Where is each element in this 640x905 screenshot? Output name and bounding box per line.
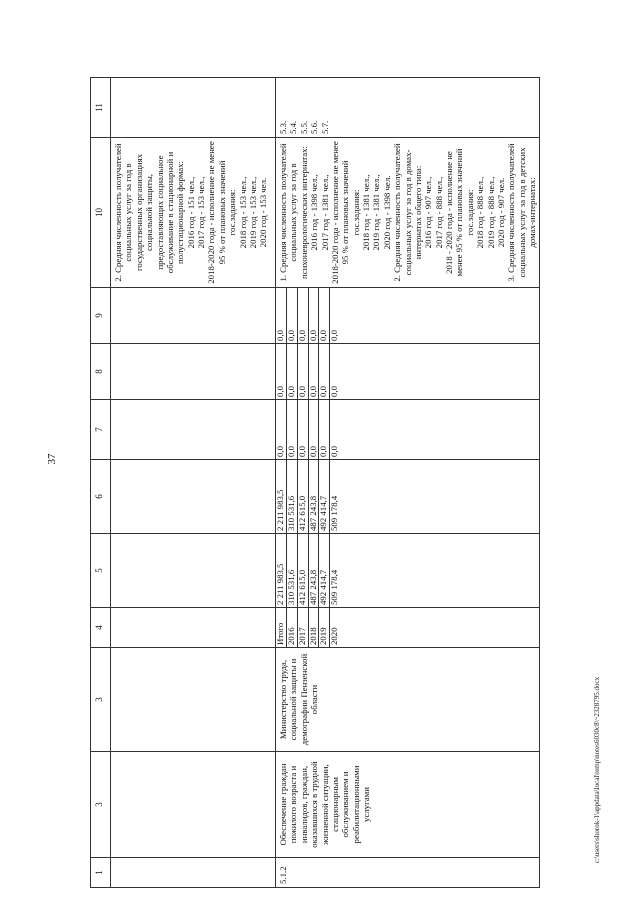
col5-value: 492 414,7 xyxy=(319,534,330,607)
header-cell-2: 3 xyxy=(91,752,111,858)
year-row xyxy=(297,608,308,647)
col6-cell xyxy=(276,460,540,534)
col6-row xyxy=(297,460,308,533)
year-value: 2019 xyxy=(319,608,330,647)
col8-value: 0,0 xyxy=(329,386,340,397)
col9-values xyxy=(276,288,340,343)
header-cell-7: 7 xyxy=(91,400,111,460)
col8-row xyxy=(319,344,330,399)
year-value: 2018 xyxy=(308,608,319,647)
col6-row xyxy=(308,460,319,533)
col6-value: 492 414,7 xyxy=(319,460,330,533)
col6-row xyxy=(330,460,340,533)
col9-value: 0,0 xyxy=(329,330,340,341)
col8-value: 0,0 xyxy=(286,344,297,399)
table-row xyxy=(276,78,540,888)
col9-value: 0,0 xyxy=(286,288,297,343)
col5-row xyxy=(297,534,308,607)
col7-row xyxy=(330,400,340,459)
year-row xyxy=(330,608,340,647)
col6-row xyxy=(319,460,330,533)
col7-row xyxy=(319,400,330,459)
col7-row xyxy=(297,400,308,459)
program-table xyxy=(90,77,540,888)
link-item: 5.3. xyxy=(278,120,288,134)
column-number-row xyxy=(91,78,111,888)
col9-cell xyxy=(276,288,540,344)
link-item: 5.6. xyxy=(309,120,320,134)
col9-row xyxy=(276,288,286,343)
links-list xyxy=(278,81,330,134)
years-list xyxy=(276,608,340,647)
continuation-row xyxy=(111,78,276,888)
col8-row xyxy=(276,344,286,399)
col6-value: 509 178,4 xyxy=(329,495,340,531)
header-cell-1: 1 xyxy=(91,858,111,888)
col5-value: 509 178,4 xyxy=(329,569,340,605)
indicators-text: 1. Средняя численность получателей социальных услуг за год в психоневрологических интернатах: 2016 год - 1398 чел., 2017 год - 1381 чел., 2018-2020 года - исполнение не менее 95 % от плановых значений гос.задания: 2018 год - 1381 чел., 2019 год - 1381 чел., 2020 год - 1398 чел. 2. Средняя численность получателей социальных услуг за год в домах-интернатах общего типа: 2016 год - 907 чел., 2017 год - 888 чел., 2018 - 2020 года - исполнение не менее 95 % от плановых значений гос.задания: 2018 год - 888 чел., 2019 год - 888 чел., 2020 год - 907 чел. 3. Средняя численность получателей социальных услуг за год в детских домах-интернатах: xyxy=(276,138,540,288)
col7-row xyxy=(286,400,297,459)
year-row xyxy=(319,608,330,647)
col9-row xyxy=(308,288,319,343)
col8-row xyxy=(286,344,297,399)
col7-value: 0,0 xyxy=(308,400,319,459)
col5-value: 487 243,8 xyxy=(308,534,319,607)
header-cell-8: 8 xyxy=(91,344,111,400)
col5-row xyxy=(286,534,297,607)
col7-row xyxy=(308,400,319,459)
col9-row xyxy=(297,288,308,343)
year-row xyxy=(286,608,297,647)
col8-value: 0,0 xyxy=(297,344,308,399)
col9-value: 0,0 xyxy=(308,288,319,343)
col9-value: 0,0 xyxy=(276,288,286,343)
col7-value: 0,0 xyxy=(319,400,330,459)
header-cell-9: 9 xyxy=(91,288,111,344)
col5-value: 2 211 983,5 xyxy=(276,534,286,607)
link-item: 5.4. xyxy=(288,120,299,134)
executor-name: Министерство труда, социальной защиты и демографии Пензенской области xyxy=(276,648,540,752)
col6-value: 310 531,6 xyxy=(286,460,297,533)
col6-value: 2 211 983,5 xyxy=(276,460,286,533)
col7-values xyxy=(276,400,340,459)
header-cell-11: 11 xyxy=(91,78,111,138)
col6-value: 412 615,0 xyxy=(297,460,308,533)
activity-name: Обеспечение граждан пожилого возраста и инвалидов, граждан, оказавшихся в трудной жизненной ситуации, стационарным обслуживанием и реабилитационными услугами xyxy=(276,752,540,858)
header-cell-3: 3 xyxy=(91,648,111,752)
col7-cell xyxy=(276,400,540,460)
col9-value: 0,0 xyxy=(297,288,308,343)
year-value: Итого xyxy=(276,608,286,647)
year-value: 2020 xyxy=(329,627,340,645)
col7-value: 0,0 xyxy=(286,400,297,459)
col8-value: 0,0 xyxy=(319,344,330,399)
col8-values xyxy=(276,344,340,399)
col9-row xyxy=(330,288,340,343)
col8-cell xyxy=(276,344,540,400)
col6-row xyxy=(286,460,297,533)
page-number: 37 xyxy=(46,453,58,465)
col8-value: 0,0 xyxy=(276,344,286,399)
col5-value: 310 531,6 xyxy=(286,534,297,607)
col5-row xyxy=(319,534,330,607)
years-cell xyxy=(276,608,540,648)
year-row xyxy=(276,608,286,647)
col6-value: 487 243,8 xyxy=(308,460,319,533)
col9-value: 0,0 xyxy=(319,288,330,343)
col5-row xyxy=(308,534,319,607)
col5-cell xyxy=(276,534,540,608)
col8-row xyxy=(297,344,308,399)
link-item: 5.7. xyxy=(319,120,330,134)
row-number: 5.1.2 xyxy=(276,858,540,888)
col8-value: 0,0 xyxy=(308,344,319,399)
col7-row xyxy=(276,400,286,459)
col5-values xyxy=(276,534,340,607)
header-cell-10: 10 xyxy=(91,138,111,288)
links-cell xyxy=(276,78,540,138)
col8-row xyxy=(308,344,319,399)
year-value: 2016 xyxy=(286,608,297,647)
header-cell-6: 6 xyxy=(91,460,111,534)
col5-value: 412 615,0 xyxy=(297,534,308,607)
col5-row xyxy=(276,534,286,607)
file-path-footer: c:\users\shorok-1\appdata\local\temp\notes6030c8\~2328795.docx xyxy=(593,676,601,864)
col5-row xyxy=(330,534,340,607)
col6-row xyxy=(276,460,286,533)
year-row xyxy=(308,608,319,647)
year-value: 2017 xyxy=(297,608,308,647)
rotated-table-wrapper xyxy=(90,78,590,888)
col6-values xyxy=(276,460,340,533)
header-cell-4: 4 xyxy=(91,608,111,648)
col7-value: 0,0 xyxy=(297,400,308,459)
continuation-indicators: 2. Средняя численность получателей социальных услуг за год в государственных организациях социальной защиты, предоставляющих социальное обслуживание в стационарной и полустационарной формах: 2016 год - 151 чел., 2017 год - 153 чел., 2018-2020 года - исполнение не менее 95 % от плановых значений гос.задания: 2018 год - 153 чел., 2019 год - 153 чел., 2020 год - 153 чел. xyxy=(111,138,276,288)
col7-value: 0,0 xyxy=(329,446,340,457)
header-cell-5: 5 xyxy=(91,534,111,608)
col8-row xyxy=(330,344,340,399)
link-item: 5.5. xyxy=(298,120,309,134)
col7-value: 0,0 xyxy=(276,400,286,459)
col9-row xyxy=(319,288,330,343)
col9-row xyxy=(286,288,297,343)
